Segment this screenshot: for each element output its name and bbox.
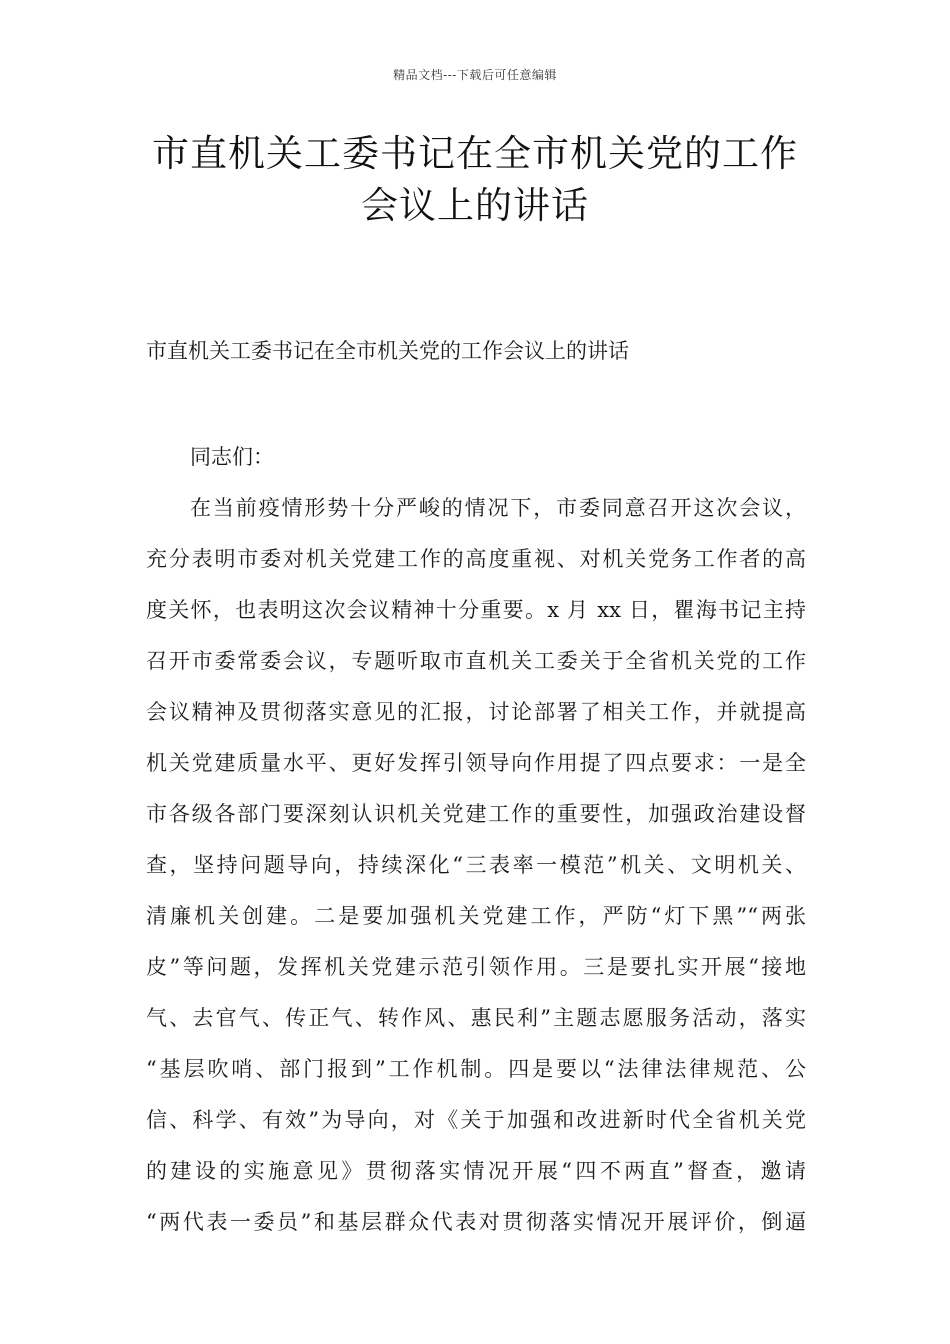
body-text — [146, 432, 806, 1248]
title-line-2: 会议上的讲话 — [361, 184, 589, 227]
paragraph-line: 气、去官气、传正气、转作风、惠民利”主题志愿服务活动，落实 — [146, 1006, 806, 1030]
paragraph-line: 查，坚持问题导向，持续深化“三表率一模范”机关、文明机关、 — [146, 853, 806, 877]
document-subtitle: 市直机关工委书记在全市机关党的工作会议上的讲话 — [146, 339, 629, 363]
paragraph-line: “基层吹哨、部门报到”工作机制。四是要以“法律法律规范、公 — [146, 1057, 806, 1081]
paragraph-line: “两代表一委员”和基层群众代表对贯彻落实情况开展评价，倒逼 — [146, 1210, 806, 1234]
paragraph-line: 机关党建质量水平、更好发挥引领导向作用提了四点要求：一是全 — [146, 751, 806, 775]
paragraph-line: 信、科学、有效”为导向，对《关于加强和改进新时代全省机关党 — [146, 1108, 806, 1132]
paragraph-line: 清廉机关创建。二是要加强机关党建工作，严防“灯下黑”“两张 — [146, 904, 806, 928]
paragraph-line: 市各级各部门要深刻认识机关党建工作的重要性，加强政治建设督 — [146, 802, 806, 826]
paragraph-line: 度关怀，也表明这次会议精神十分重要。x 月 xx 日，瞿海书记主持 — [146, 598, 806, 622]
header-note: 精品文档---下载后可任意编辑 — [393, 68, 557, 82]
paragraph-line: 皮”等问题，发挥机关党建示范引领作用。三是要扎实开展“接地 — [146, 955, 806, 979]
paragraph-line: 的建设的实施意见》贯彻落实情况开展“四不两直”督查，邀请 — [146, 1159, 806, 1183]
paragraph-line: 在当前疫情形势十分严峻的情况下，市委同意召开这次会议， — [190, 496, 806, 520]
paragraph-line: 充分表明市委对机关党建工作的高度重视、对机关党务工作者的高 — [146, 547, 806, 571]
greeting: 同志们： — [190, 445, 274, 469]
title-line-1: 市直机关工委书记在全市机关党的工作 — [152, 132, 798, 175]
paragraph-line: 会议精神及贯彻落实意见的汇报，讨论部署了相关工作，并就提高 — [146, 700, 806, 724]
paragraph-line: 召开市委常委会议，专题听取市直机关工委关于全省机关党的工作 — [146, 649, 806, 673]
document-title — [120, 128, 830, 232]
